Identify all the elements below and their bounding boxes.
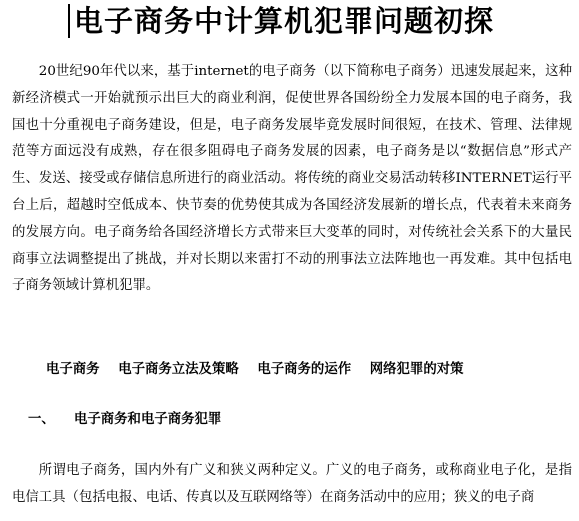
text-cursor <box>68 4 70 38</box>
section-heading <box>28 408 221 432</box>
document-title: 电子商务中计算机犯罪问题初探 <box>74 4 495 38</box>
intro-paragraph: 20世纪90年代以来，基于internet的电子商务（以下简称电子商务）迅速发展起来，这种新经济模式一开始就预示出巨大的商业利润，促使世界各国纷纷全力发展本国的电子商务，我国也十分重视电子商务建设，但是，电子商务发展毕竟发展时间很短，在技术、管理、法律规范等方面远没有成熟，存在很多阻碍电子商务发展的因素，电子商务是以“数据信息”形式产生、发送、接受或存储信息所进行的商业活动。将传统的商业交易活动转移INTERNET运行平台上后，超越时空低成本、快节奏的优势使其成为各国经济发展新的增长点，代表着未来商务的发展方向。电子商务给各国经济增长方式带来巨大变革的同时，对传统社会关系下的大量民商事立法调整提出了挑战，并对长期以来雷打不动的刑事法立法阵地也一再发难。其中包括电子商务领域计算机犯罪。 <box>12 64 572 294</box>
section-paragraph: 所谓电子商务，国内外有广义和狭义两种定义。广义的电子商务，或称商业电子化，是指电信工具（包括电报、电话、传真以及互联网络等）在商务活动中的应用；狭义的电子商 <box>12 463 572 505</box>
section-title: 电子商务和电子商务犯罪 <box>74 412 222 427</box>
section-number: 一、 <box>28 412 55 427</box>
keywords-line: 电子商务 电子商务立法及策略 电子商务的运作 网络犯罪的对策 <box>46 362 464 377</box>
